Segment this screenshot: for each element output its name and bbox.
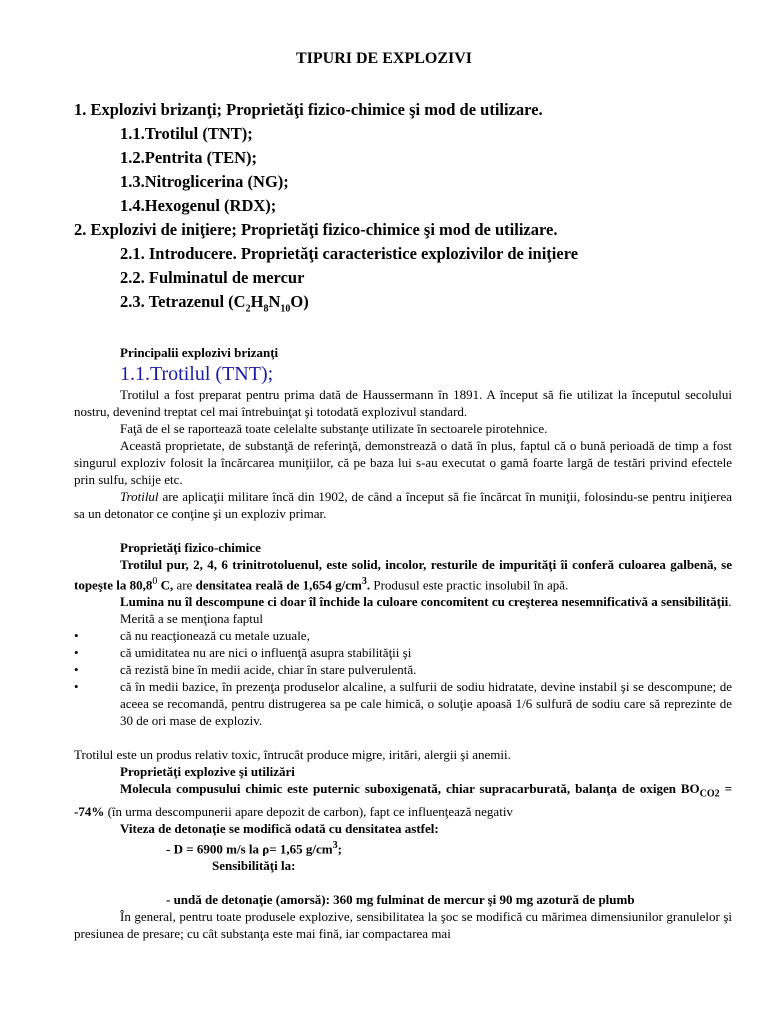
section-title: 1.1.Trotilul (TNT); xyxy=(120,363,274,385)
section-label: Principalii explozivi brizanţi xyxy=(120,345,279,360)
toc-item: 1.3.Nitroglicerina (NG); xyxy=(120,172,289,191)
paragraph xyxy=(74,488,732,522)
subscript: CO2 xyxy=(699,788,720,800)
bold-text: ; xyxy=(337,841,342,857)
bold-text: C, xyxy=(157,577,177,593)
table-of-contents xyxy=(74,98,578,321)
subsection-heading: Proprietăţi fizico-chimice xyxy=(120,540,261,555)
sensitivity-heading xyxy=(74,857,732,874)
paragraph-text: Produsul este practic insolubil în apă. xyxy=(370,577,569,593)
superscript: 3 xyxy=(361,576,367,587)
bold-text: Trotilul pur, 2, 4, 6 trinitrotoluenul, este solid, incolor, resturile de impurităţi îi conferă culoarea galbenă, se topeşte la 80,8 xyxy=(74,557,732,593)
paragraph-text: are xyxy=(176,577,196,593)
paragraph: Trotilul este un produs relativ toxic, întrucât produce migre, iritări, alergii şi anemii. xyxy=(74,747,511,763)
paragraph: Faţă de el se raportează toate celelalte substanţe utilizate în sectoarele pirotehnice. xyxy=(120,421,548,436)
bold-text: = -74% xyxy=(74,781,732,819)
paragraph xyxy=(74,820,732,837)
paragraph-text: . xyxy=(728,594,732,610)
superscript: 3 xyxy=(332,839,338,851)
formula-line xyxy=(74,837,732,857)
paragraph-text: (în urma descompunerii apare depozit de carbon), fapt ce influenţează negativ xyxy=(104,803,513,819)
bold-text: . xyxy=(366,577,371,593)
toc-item: 1.4.Hexogenul (RDX); xyxy=(120,196,277,215)
paragraph: Această proprietate, de substanţă de referinţă, demonstrează o dată în plus, faptul că o bună perioadă de timp a fost singurul exploziv folosit la încărcarea muniţiilor, că pe baza lui s-au executat o gamă foarte largă de testări privind efectele prin sulfu, schije etc. xyxy=(74,438,732,487)
toc-item: 1.1.Trotilul (TNT); xyxy=(120,124,253,143)
paragraph xyxy=(74,780,732,820)
toc-item: 2. Explozivi de iniţiere; Proprietăţi fizico-chimice şi mod de utilizare. xyxy=(74,220,558,239)
bold-text: - D = 6900 m/s la ρ= 1,65 g/cm xyxy=(166,841,333,857)
paragraph xyxy=(74,593,732,610)
toc-item: 2.2. Fulminatul de mercur xyxy=(120,268,305,287)
bold-text: Molecula compusului chimic este puternic suboxigenată, chiar supracarburată, balanţa de oxigen BO xyxy=(120,781,700,797)
subscript: 2 xyxy=(245,303,251,315)
bold-text: densitatea reală de 1,654 g/cm xyxy=(195,577,362,593)
toc-item: 2.1. Introducere. Proprietăţi caracteristice explozivilor de iniţiere xyxy=(120,244,579,263)
subscript: 8 xyxy=(263,303,269,315)
list-item: • că rezistă bine în medii acide, chiar în stare pulverulentă. xyxy=(74,661,732,678)
bold-text: Sensibilităţi la: xyxy=(212,858,296,874)
italic-term: Trotilul xyxy=(120,489,159,504)
toc-text: O) xyxy=(290,292,309,311)
document-body xyxy=(74,344,732,942)
superscript: 0 xyxy=(152,576,158,587)
toc-item xyxy=(74,290,578,321)
paragraph xyxy=(74,556,732,593)
paragraph: Merită a se menţiona faptul xyxy=(120,611,263,627)
bold-text: Lumina nu îl descompune ci doar îl închide la culoare concomitent cu creşterea nesemnificativă a sensibilităţii xyxy=(120,594,729,610)
paragraph: În general, pentru toate produsele explozive, sensibilitatea la şoc se modifică cu mărimea dimensiunilor granulelor şi presiunea de presare; cu cât substanţa este mai fină, iar compactarea mai xyxy=(74,909,732,942)
list-item: • că nu reacţionează cu metale uzuale, xyxy=(74,627,732,644)
toc-text: 2.3. Tetrazenul (C xyxy=(120,292,246,311)
toc-item: 1. Explozivi brizanţi; Proprietăţi fizico-chimice şi mod de utilizare. xyxy=(74,100,543,119)
paragraph-text: are aplicaţii militare încă din 1902, de când a început să fie încărcat în muniţii, folosindu-se pentru iniţierea sa un detonator ce conţine şi un exploziv primar. xyxy=(74,489,732,521)
toc-item: 1.2.Pentrita (TEN); xyxy=(120,148,258,167)
subscript: 10 xyxy=(280,303,291,315)
bullet-list xyxy=(74,627,732,729)
subsection-heading: Proprietăţi explozive şi utilizări xyxy=(120,764,295,780)
toc-text: N xyxy=(268,292,281,311)
bold-text: Viteza de detonaţie se modifică odată cu densitatea astfel: xyxy=(120,820,439,836)
sensitivity-line xyxy=(74,891,732,908)
list-item: • că umiditatea nu are nici o influenţă asupra stabilităţii şi xyxy=(74,644,732,661)
toc-text: H xyxy=(250,292,264,311)
page-title: TIPURI DE EXPLOZIVI xyxy=(295,50,473,67)
bold-text: - undă de detonaţie (amorsă): 360 mg fulminat de mercur şi 90 mg azotură de plumb xyxy=(166,892,635,908)
list-item: • că în medii bazice, în prezenţa produselor alcaline, a sulfurii de sodiu hidratate, devine instabil şi se descompune; de aceea se recomandă, pentru distrugerea sa pe cale himică, o soluţie apoasă 1/6 sulfură de sodiu care să reprezinte de 30 de ori mase de exploziv. xyxy=(74,678,732,729)
paragraph: Trotilul a fost preparat pentru prima dată de Haussermann în 1891. A început să fie utilizat la începutul secolului nostru, devenind treptat cel mai întrebuinţat şi totodată explozivul standard. xyxy=(74,387,732,419)
